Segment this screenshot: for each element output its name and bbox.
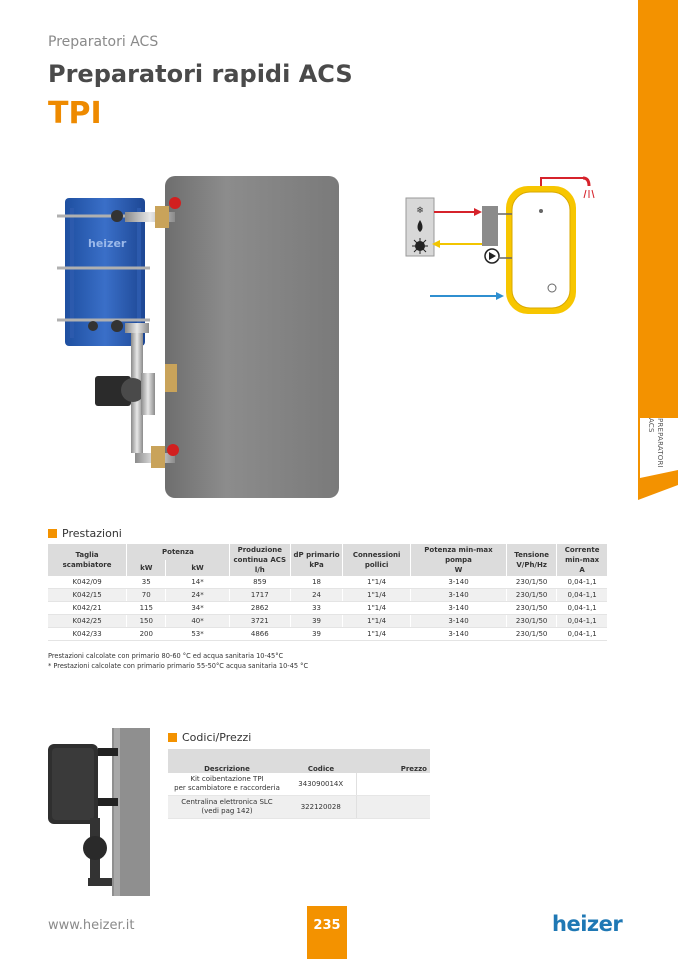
table-cell: 1"1/4 xyxy=(343,576,411,589)
table-cell: 230/1/50 xyxy=(507,628,557,641)
col-corrente: Corrente min-max A xyxy=(557,544,607,576)
col-codice: Codice xyxy=(307,765,335,773)
description-cell xyxy=(168,796,286,819)
note-2: * Prestazioni calcolate con primario primario 55-50°C acqua sanitaria 10-45 °C xyxy=(48,662,309,670)
table-cell: 39 xyxy=(290,615,342,628)
table-cell: 3-140 xyxy=(410,576,506,589)
side-tab-line1: PREPARATORI xyxy=(656,418,664,468)
table-cell: 150 xyxy=(127,615,166,628)
code-cell: 343090014X xyxy=(286,773,356,796)
table-cell: 115 xyxy=(127,602,166,615)
description-line: Kit coibentazione TPI xyxy=(190,775,264,783)
table-cell: K042/25 xyxy=(48,615,127,628)
description-cell xyxy=(168,773,286,796)
description-line: per scambiatore e raccorderia xyxy=(174,784,280,792)
table-cell: 0,04-1,1 xyxy=(557,589,607,602)
codici-table xyxy=(168,749,430,819)
table-cell: 53* xyxy=(166,628,229,641)
table-cell: 3-140 xyxy=(410,628,506,641)
col-taglia: Taglia scambiatore xyxy=(62,551,112,569)
table-cell: 0,04-1,1 xyxy=(557,576,607,589)
table-cell: K042/09 xyxy=(48,576,127,589)
table-cell: 230/1/50 xyxy=(507,615,557,628)
note-1: Prestazioni calcolate con primario 80-60 °C ed acqua sanitaria 10-45°C xyxy=(48,652,284,660)
table-cell: 39 xyxy=(290,628,342,641)
table-row xyxy=(48,589,607,602)
brand-logo: heizer xyxy=(552,912,623,936)
table-row xyxy=(48,628,607,641)
prestazioni-heading-text: Prestazioni xyxy=(62,527,122,540)
table-cell: 859 xyxy=(229,576,290,589)
table-cell: 3-140 xyxy=(410,602,506,615)
section-marker-icon xyxy=(168,733,177,742)
footer-website[interactable]: www.heizer.it xyxy=(48,918,135,933)
table-cell: 3-140 xyxy=(410,615,506,628)
table-row xyxy=(168,796,430,819)
table-cell: 3721 xyxy=(229,615,290,628)
table-row xyxy=(48,602,607,615)
table-cell: 1"1/4 xyxy=(343,589,411,602)
breadcrumb: Preparatori ACS xyxy=(48,34,159,50)
table-cell: 2862 xyxy=(229,602,290,615)
table-cell: 14* xyxy=(166,576,229,589)
table-cell: 4866 xyxy=(229,628,290,641)
price-cell xyxy=(356,796,430,819)
prestazioni-heading xyxy=(48,527,122,540)
col-potenza-pompa: Potenza min-max pompa W xyxy=(410,544,506,576)
codici-rows xyxy=(168,773,430,819)
table-cell: 3-140 xyxy=(410,589,506,602)
table-cell: 230/1/50 xyxy=(507,602,557,615)
prestazioni-rows xyxy=(48,576,607,641)
table-cell: 230/1/50 xyxy=(507,589,557,602)
col-connessioni: Connessioni pollici xyxy=(343,544,411,576)
codici-heading-text: Codici/Prezzi xyxy=(182,731,252,744)
table-cell: K042/21 xyxy=(48,602,127,615)
table-cell: 230/1/50 xyxy=(507,576,557,589)
table-cell: 18 xyxy=(290,576,342,589)
col-tensione: Tensione V/Ph/Hz xyxy=(507,544,557,576)
table-cell: 24* xyxy=(166,589,229,602)
table-cell: 200 xyxy=(127,628,166,641)
hydraulic-schema xyxy=(400,170,610,320)
table-row xyxy=(48,615,607,628)
description-line: Centralina elettronica SLC xyxy=(181,798,273,806)
table-cell: K042/33 xyxy=(48,628,127,641)
table-cell: 33 xyxy=(290,602,342,615)
table-cell: 0,04-1,1 xyxy=(557,628,607,641)
code-cell: 322120028 xyxy=(286,796,356,819)
price-cell xyxy=(356,773,430,796)
accessory-image xyxy=(44,728,152,896)
side-tab-line2: ACS xyxy=(647,418,655,433)
table-cell: 1717 xyxy=(229,589,290,602)
description-line: (vedi pag 142) xyxy=(201,807,253,815)
col-kw1: kW xyxy=(127,560,166,576)
prestazioni-notes xyxy=(48,651,308,671)
table-cell: 0,04-1,1 xyxy=(557,615,607,628)
table-cell: 34* xyxy=(166,602,229,615)
section-marker-icon xyxy=(48,529,57,538)
table-cell: 70 xyxy=(127,589,166,602)
page-number: 235 xyxy=(313,918,341,933)
side-tab-label xyxy=(636,418,664,470)
col-descrizione: Descrizione xyxy=(204,765,250,773)
table-cell: K042/15 xyxy=(48,589,127,602)
codici-heading xyxy=(168,731,251,744)
table-row xyxy=(168,773,430,796)
col-kw2: kW xyxy=(166,560,229,576)
table-cell: 24 xyxy=(290,589,342,602)
model-name: TPI xyxy=(48,96,102,131)
table-cell: 1"1/4 xyxy=(343,602,411,615)
svg-text:❄: ❄ xyxy=(416,206,424,216)
table-cell: 35 xyxy=(127,576,166,589)
table-cell: 1"1/4 xyxy=(343,615,411,628)
col-produzione: Produzione continua ACS l/h xyxy=(229,544,290,576)
col-dp: dP primario kPa xyxy=(290,544,342,576)
page-title: Preparatori rapidi ACS xyxy=(48,60,353,88)
product-brand-label: heizer xyxy=(88,237,127,250)
table-row xyxy=(48,576,607,589)
table-cell: 1"1/4 xyxy=(343,628,411,641)
product-image xyxy=(55,168,350,503)
col-potenza: Potenza xyxy=(127,544,230,560)
table-cell: 40* xyxy=(166,615,229,628)
prestazioni-table xyxy=(48,544,607,641)
col-prezzo: Prezzo xyxy=(400,765,427,773)
table-cell: 0,04-1,1 xyxy=(557,602,607,615)
